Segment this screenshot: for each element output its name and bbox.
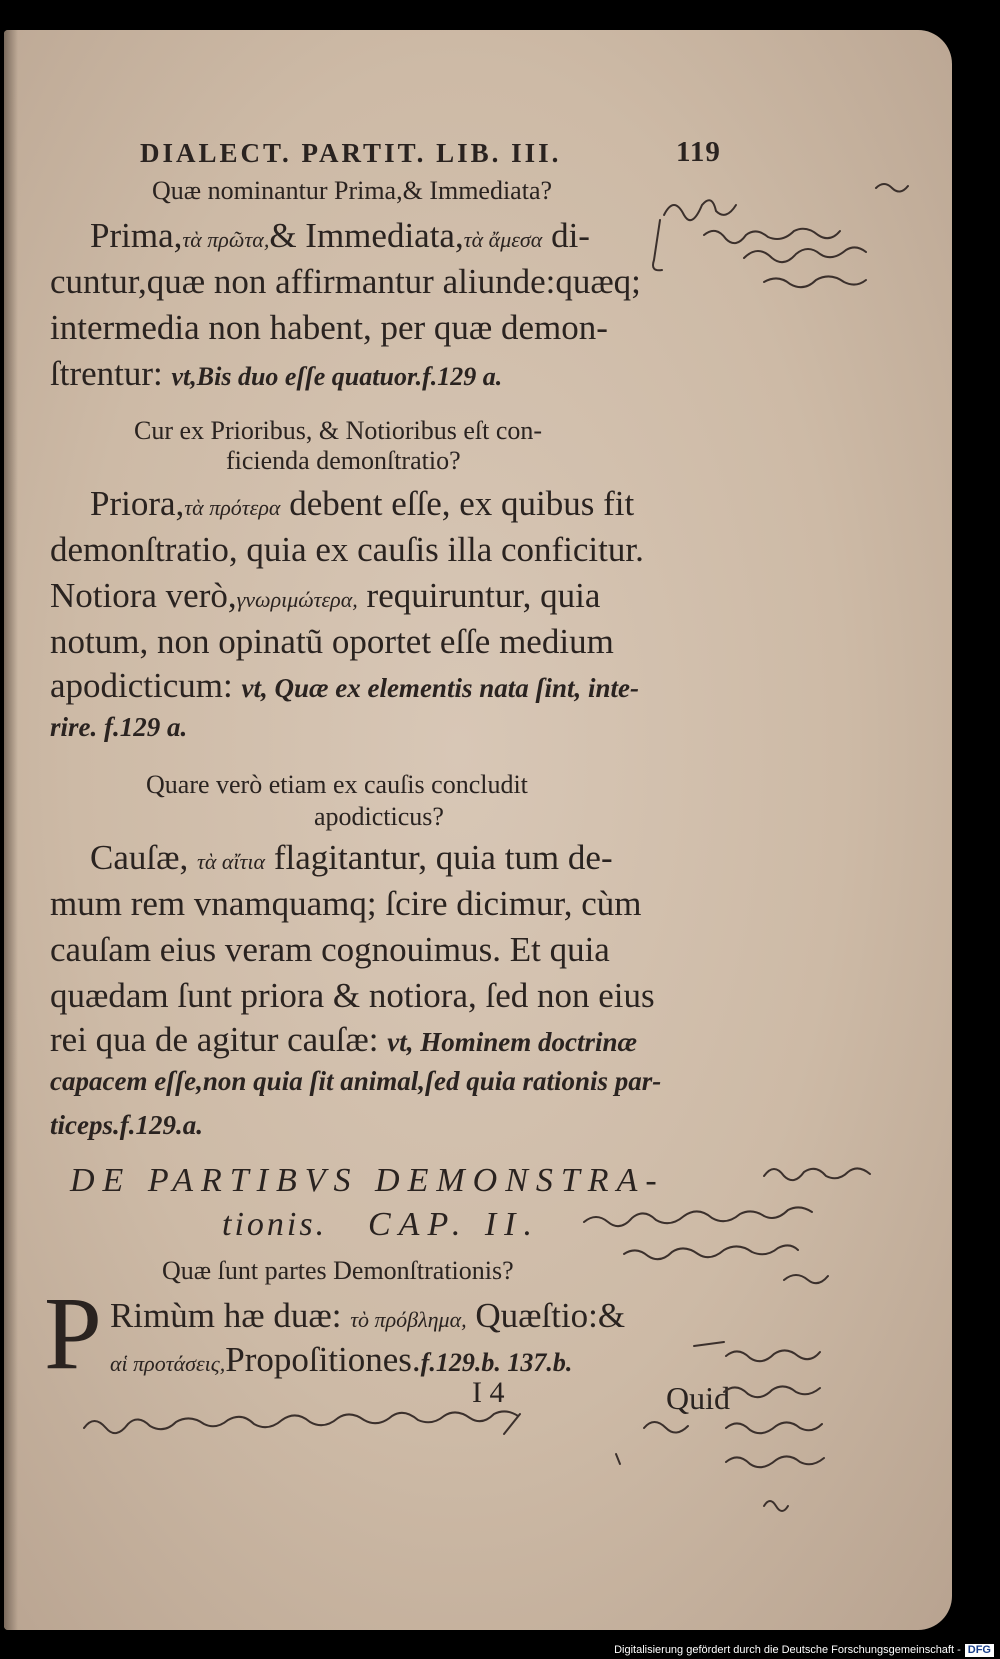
text-run: flagitantur, quia tum de-: [273, 838, 613, 877]
footer-text: Digitalisierung gefördert durch die Deutsche Forschungsgemeinschaft -: [614, 1644, 961, 1656]
handwritten-annotations: [4, 30, 952, 1630]
greek-term: γνωριμώτερα,: [236, 587, 358, 612]
text-run: requiruntur, quia: [366, 576, 601, 615]
footer-bar: [0, 1642, 1000, 1659]
question-4: Quæ ſunt partes Demonſtrationis?: [162, 1256, 514, 1285]
body-line: cuntur,quæ non affirmantur aliunde:quæq;: [50, 262, 641, 301]
greek-term: τὰ πρῶτα,: [182, 227, 270, 252]
text-run: Quæſtio:&: [475, 1296, 626, 1335]
dfg-logo-icon: DFG: [965, 1644, 994, 1657]
text-run: Rimùm hæ duæ:: [110, 1296, 342, 1335]
text-run: di-: [551, 216, 590, 255]
drop-cap: P: [44, 1276, 102, 1391]
reference-italic: vt,Bis duo eſſe quatuor.f.129 a.: [171, 362, 503, 391]
example-italic: vt, Hominem doctrinæ: [387, 1027, 637, 1057]
page-number: 119: [676, 136, 721, 168]
running-head: DIALECT. PARTIT. LIB. III.: [140, 138, 562, 168]
text-run: debent eſſe, ex quibus fit: [289, 484, 635, 523]
book-page: [4, 30, 952, 1630]
question-2-line2: ficienda demonſtratio?: [226, 446, 461, 475]
body-line: cauſam eius veram cognouimus. Et quia: [50, 930, 610, 969]
body-line: intermedia non habent, per quæ demon-: [50, 308, 608, 347]
body-line: mum rem vnamquamq; ſcire dicimur, cùm: [50, 884, 642, 923]
catchword: Quid: [666, 1380, 730, 1416]
text-run: apodicticum:: [50, 666, 233, 705]
greek-term: αἱ προτάσεις,: [110, 1351, 226, 1376]
signature-mark: I 4: [472, 1376, 505, 1409]
example-italic: capacem eſſe,non quia ſit animal,ſed quia rationis par-: [50, 1066, 662, 1096]
text-run: Cauſæ,: [90, 838, 189, 877]
text-run: rei qua de agitur cauſæ:: [50, 1020, 379, 1059]
reference-italic: f.129.b. 137.b.: [420, 1348, 573, 1377]
greek-term: τὰ αἴτια: [196, 849, 266, 874]
body-line: notum, non opinatũ oportet eſſe medium: [50, 622, 614, 661]
example-italic: vt, Quæ ex elementis nata ſint, inte-: [241, 673, 639, 703]
body-line: quædam ſunt priora & notiora, ſed non eius: [50, 976, 655, 1015]
reference-italic: ticeps.f.129.a.: [50, 1110, 203, 1140]
chapter-title-line1: DE PARTIBVS DEMONSTRA-: [70, 1162, 665, 1199]
text-run: & Immediata,: [269, 216, 464, 255]
question-3-line1: Quare verò etiam ex cauſis concludit: [146, 770, 528, 799]
chapter-number: CAP. II.: [368, 1206, 540, 1243]
text-run: ſtrentur:: [50, 354, 163, 393]
greek-term: τὸ πρόβλημα,: [350, 1307, 467, 1332]
text-run: Priora,: [90, 484, 185, 523]
chapter-title-line2: tionis.: [222, 1206, 328, 1243]
text-run: Propoſitiones.: [225, 1340, 421, 1379]
question-3-line2: apodicticus?: [314, 802, 444, 831]
body-line: demonſtratio, quia ex cauſis illa conficitur.: [50, 530, 644, 569]
question-2-line1: Cur ex Prioribus, & Notioribus eſt con-: [134, 416, 543, 445]
greek-term: τὰ πρότερα: [184, 495, 281, 520]
reference-italic: rire. f.129 a.: [50, 712, 188, 742]
greek-term: τὰ ἄμεσα: [463, 227, 543, 252]
text-run: Notiora verò,: [50, 576, 237, 615]
text-run: Prima,: [90, 216, 183, 255]
question-1: Quæ nominantur Prima,& Immediata?: [152, 176, 553, 205]
